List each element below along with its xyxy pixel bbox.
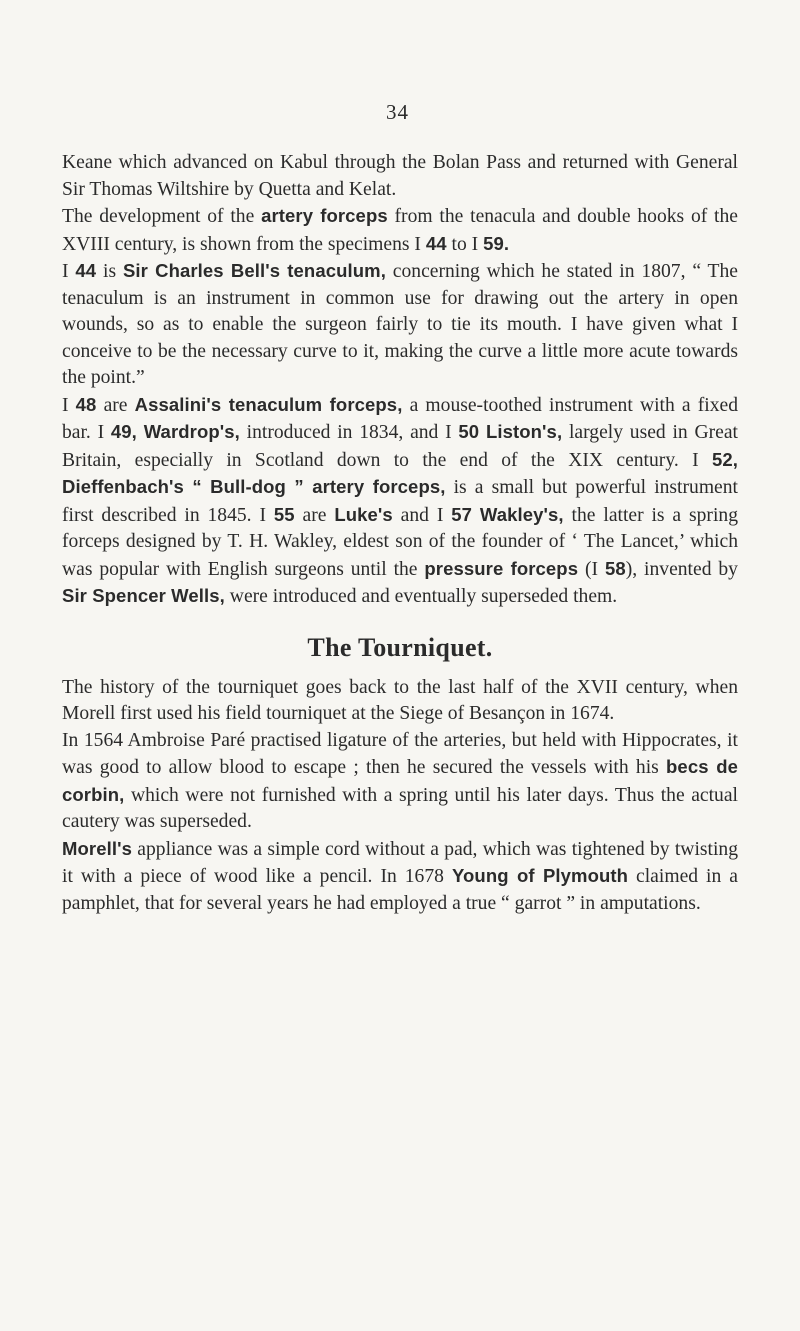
bold-term: Liston's, — [485, 421, 563, 442]
bold-term: becs de corbin, — [62, 756, 738, 805]
bold-term: Wardrop's, — [143, 421, 240, 442]
bold-term: 59. — [483, 232, 510, 254]
text-run: concerning which he stated in 1807, “ The tenaculum is an instrument in common use for drawing out the artery in open wounds, so as to enable the surgeon fairly to tie its mouth. I have given what I conceive to be the necessary curve to it, making the curve a little more acute towards the point.” — [62, 261, 738, 388]
text-run: were introduced and eventually superseded them. — [224, 586, 618, 607]
bold-term: 49, — [110, 421, 137, 442]
bold-term: Morell's — [62, 837, 132, 859]
bold-term: pressure forceps — [424, 557, 579, 579]
paragraph-2 — [62, 203, 738, 258]
text-run: is a small but powerful instrument first described in 1845. I — [62, 477, 738, 526]
text-run: are — [96, 394, 135, 416]
bold-term: 57 — [451, 503, 472, 525]
bold-term: 50 — [458, 421, 480, 442]
text-run: are — [294, 504, 335, 526]
text-run: and I — [392, 504, 452, 526]
bold-term: artery forceps — [261, 205, 388, 226]
bold-term: Assalini's tenaculum forceps, — [134, 393, 403, 415]
text-run: (I — [578, 558, 605, 580]
text-body — [62, 150, 738, 917]
text-run: In 1564 Ambroise Paré practised ligature of the arteries, but held with Hippocrates, it was good to allow blood to escape ; then he secured the vessels with his — [62, 729, 738, 778]
text-run: I — [62, 394, 76, 416]
text-run — [479, 422, 486, 443]
bold-term: Young of Plymouth — [451, 865, 629, 886]
text-run: the latter is a spring forceps designed by T. H. Wakley, eldest son of the founder of ‘ The Lancet,’ which was popular with English surgeons until the — [62, 504, 738, 580]
text-run: from the tenacula and double hooks of the XVIII century, is shown from the specimens I — [62, 206, 738, 255]
bold-term: 55 — [273, 503, 295, 525]
text-run — [472, 505, 480, 526]
bold-term: 44 — [75, 260, 97, 281]
text-run: which were not furnished with a spring until his later days. Thus the actual cautery was superseded. — [62, 784, 738, 832]
paragraph-5: The history of the tourniquet goes back to the last half of the XVII century, when Morell first used his field tourniquet at the Siege of Besançon in 1674. — [62, 676, 738, 724]
bold-term: Luke's — [334, 503, 393, 525]
bold-term: Dieffenbach's “ Bull-dog ” artery forceps, — [62, 476, 446, 497]
text-run: I — [62, 261, 76, 282]
bold-term: 58 — [604, 557, 626, 579]
bold-term: Sir Charles Bell's tenaculum, — [122, 260, 386, 281]
bold-term: Wakley's, — [479, 503, 564, 525]
bold-term: 48 — [75, 393, 97, 415]
bold-term: Sir Spencer Wells, — [62, 585, 225, 606]
text-run: ), invented by — [625, 558, 738, 580]
text-run: appliance was a simple cord without a pad, which was tightened by twisting it with a piece of wood like a pencil. In 1678 — [62, 838, 738, 887]
text-run — [137, 422, 144, 443]
text-run: is — [96, 261, 123, 282]
paragraph-4 — [62, 392, 738, 611]
bold-term: 52, — [711, 448, 738, 470]
bold-term: 44 — [425, 232, 447, 254]
text-run: claimed in a pamphlet, that for several years he had employed a true “ garrot ” in amputations. — [62, 866, 738, 914]
text-run: largely used in Great Britain, especially in Scotland down to the end of the XIX century. I — [62, 422, 738, 471]
text-run: a mouse-toothed instrument with a fixed bar. I — [62, 394, 739, 443]
text-run: to I — [446, 233, 484, 255]
paragraph-3 — [62, 258, 738, 392]
paragraph-7 — [62, 836, 738, 918]
text-run: The development of the — [62, 206, 262, 227]
paragraph-6 — [62, 728, 738, 836]
paragraph-1: Keane which advanced on Kabul through the Bolan Pass and returned with General Sir Thomas Wiltshire by Quetta and Kelat. — [62, 152, 738, 200]
section-heading: The Tourniquet. — [307, 632, 493, 662]
text-run: introduced in 1834, and I — [239, 422, 459, 443]
page-number: 34 — [386, 100, 409, 124]
